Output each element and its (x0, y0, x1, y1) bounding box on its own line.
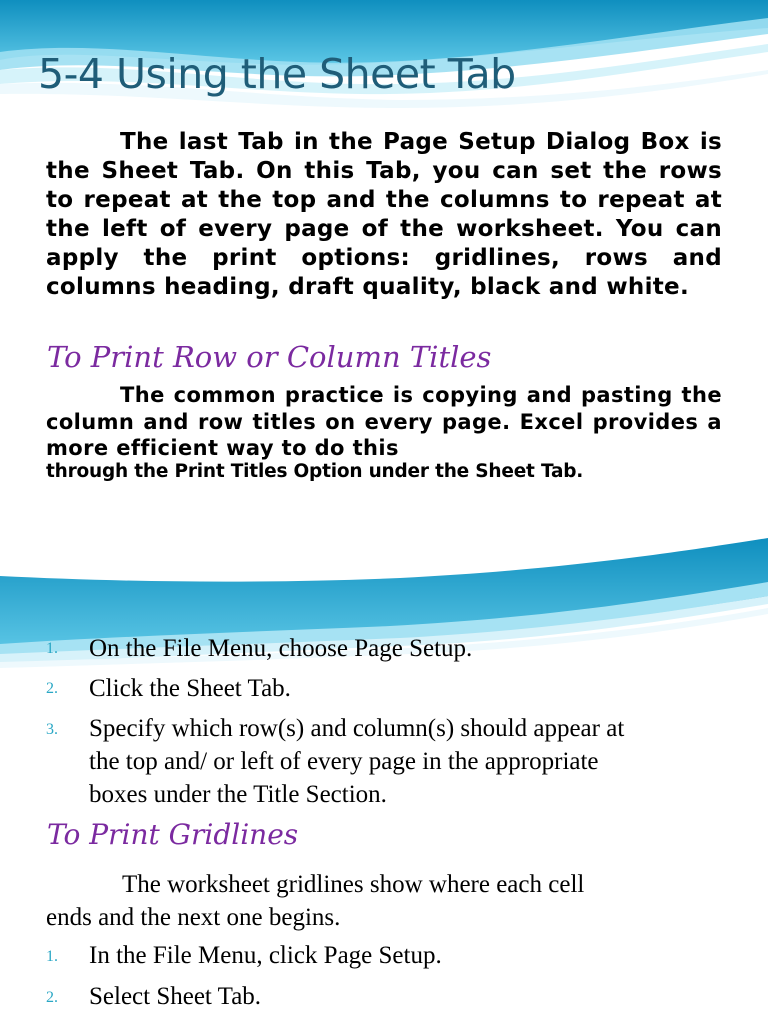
list-number: 2. (46, 680, 58, 697)
step-text: Specify which row(s) and column(s) should appear at (89, 715, 625, 742)
step-text: On the File Menu, choose Page Setup. (89, 635, 473, 662)
intro-line: Box is the Sheet Tab. On this Tab, you can (46, 129, 722, 184)
practice-line: Excel provides a more efficient way to do this (46, 409, 723, 460)
practice-paragraph (46, 382, 722, 462)
intro-paragraph (46, 128, 722, 302)
subheading-print-titles: To Print Row or Column Titles (47, 340, 492, 374)
intro-line: of the worksheet. You can apply the print (46, 216, 723, 271)
intro-line: columns to repeat at the left of every page (46, 187, 722, 242)
practice-line: The common practice is copying and (120, 383, 573, 407)
practice-line-last: through the Print Titles Option under the Sheet Tab. (46, 461, 584, 482)
step-text: In the File Menu, click Page Setup. (89, 942, 442, 969)
slide-print-steps (0, 512, 768, 1024)
intro-line: The last Tab in the Page Setup Dialog (120, 129, 631, 155)
intro-line: options: gridlines, rows and columns heading, (46, 245, 722, 300)
practice-line: pasting the column and row titles on every page. (46, 383, 722, 434)
slide-title: 5-4 Using the Sheet Tab (38, 50, 516, 98)
intro-line: draft quality, black and white. (288, 274, 689, 300)
intro-line: set the rows to repeat at the top and the (46, 158, 723, 213)
step-text: the top and/ or left of every page in the appropriate (89, 748, 599, 775)
list-number: 1. (46, 640, 58, 657)
gridlines-line: ends and the next one begins. (46, 904, 341, 931)
step-text: boxes under the Title Section. (89, 781, 387, 808)
list-number: 2. (46, 989, 58, 1006)
step-text: Select Sheet Tab. (89, 983, 262, 1010)
gridlines-line: The worksheet gridlines show where each cell (122, 871, 585, 898)
step-text: Click the Sheet Tab. (89, 675, 291, 702)
list-number: 3. (46, 721, 58, 738)
list-number: 1. (46, 948, 58, 965)
subheading-print-gridlines: To Print Gridlines (47, 818, 299, 851)
